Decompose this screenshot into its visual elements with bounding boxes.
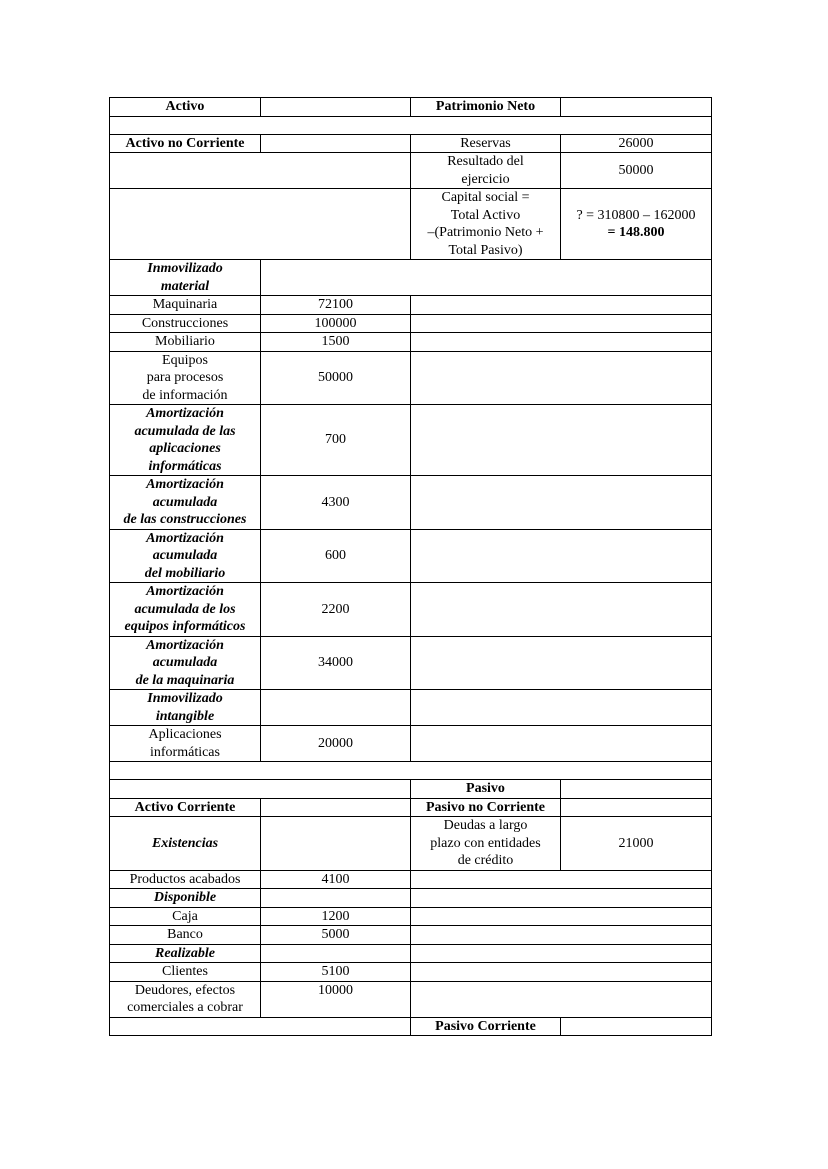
table-row xyxy=(110,296,712,315)
amort-construcciones-label: Amortización acumulada de las construcciones xyxy=(110,476,261,530)
resultado-value: 50000 xyxy=(561,153,712,189)
banco-value: 5000 xyxy=(261,926,411,945)
pasivo-header: Pasivo xyxy=(411,780,561,799)
activo-header: Activo xyxy=(110,98,261,117)
inmovilizado-intangible-heading: Inmovilizado intangible xyxy=(110,690,261,726)
spacer-row xyxy=(110,762,712,780)
table-row xyxy=(110,981,712,1017)
deudores-label: Deudores, efectos comerciales a cobrar xyxy=(110,981,261,1017)
productos-value: 4100 xyxy=(261,870,411,889)
reservas-row xyxy=(110,134,712,153)
construcciones-label: Construcciones xyxy=(110,314,261,333)
equipos-label: Equipos para procesos de información xyxy=(110,351,261,405)
maquinaria-value: 72100 xyxy=(261,296,411,315)
inmovilizado-intangible-row xyxy=(110,690,712,726)
equipos-value: 50000 xyxy=(261,351,411,405)
resultado-row xyxy=(110,153,712,189)
deudas-label: Deudas a largo plazo con entidades de crédito xyxy=(411,817,561,871)
pasivo-header-row xyxy=(110,780,712,799)
table-row xyxy=(110,636,712,690)
existencias-heading: Existencias xyxy=(110,817,261,871)
resultado-label: Resultado del ejercicio xyxy=(411,153,561,189)
table-row xyxy=(110,529,712,583)
reservas-value: 26000 xyxy=(561,134,712,153)
deudores-value: 10000 xyxy=(261,981,411,1017)
amort-aplicaciones-label: Amortización acumulada de las aplicaciones informáticas xyxy=(110,405,261,476)
amort-mobiliario-value: 600 xyxy=(261,529,411,583)
activo-no-corriente-label: Activo no Corriente xyxy=(110,134,261,153)
activo-corriente-label: Activo Corriente xyxy=(110,798,261,817)
aplicaciones-label: Aplicaciones informáticas xyxy=(110,726,261,762)
balance-sheet-table xyxy=(109,97,712,1036)
deudas-value: 21000 xyxy=(561,817,712,871)
inmovilizado-material-heading: Inmovilizado material xyxy=(110,260,261,296)
table-row xyxy=(110,405,712,476)
maquinaria-label: Maquinaria xyxy=(110,296,261,315)
table-row xyxy=(110,963,712,982)
existencias-row xyxy=(110,817,712,871)
amort-equipos-label: Amortización acumulada de los equipos informáticos xyxy=(110,583,261,637)
table-row xyxy=(110,333,712,352)
table-row xyxy=(110,944,712,963)
amort-maquinaria-label: Amortización acumulada de la maquinaria xyxy=(110,636,261,690)
caja-label: Caja xyxy=(110,907,261,926)
patrimonio-neto-header: Patrimonio Neto xyxy=(411,98,561,117)
amort-construcciones-value: 4300 xyxy=(261,476,411,530)
table-row xyxy=(110,907,712,926)
table-row xyxy=(110,870,712,889)
banco-label: Banco xyxy=(110,926,261,945)
table-row xyxy=(110,726,712,762)
amort-aplicaciones-value: 700 xyxy=(261,405,411,476)
reservas-label: Reservas xyxy=(411,134,561,153)
aplicaciones-value: 20000 xyxy=(261,726,411,762)
pasivo-corriente-label: Pasivo Corriente xyxy=(411,1017,561,1036)
inmovilizado-material-row xyxy=(110,260,712,296)
corriente-header-row xyxy=(110,798,712,817)
pasivo-corriente-row xyxy=(110,1017,712,1036)
spacer-row xyxy=(110,116,712,134)
capital-formula: ? = 310800 – 162000 = 148.800 xyxy=(561,189,712,260)
caja-value: 1200 xyxy=(261,907,411,926)
pasivo-no-corriente-label: Pasivo no Corriente xyxy=(411,798,561,817)
construcciones-value: 100000 xyxy=(261,314,411,333)
capital-row xyxy=(110,189,712,260)
amort-mobiliario-label: Amortización acumulada del mobiliario xyxy=(110,529,261,583)
disponible-heading: Disponible xyxy=(110,889,261,908)
amort-equipos-value: 2200 xyxy=(261,583,411,637)
realizable-heading: Realizable xyxy=(110,944,261,963)
table-row xyxy=(110,926,712,945)
clientes-label: Clientes xyxy=(110,963,261,982)
table-row xyxy=(110,583,712,637)
amort-maquinaria-value: 34000 xyxy=(261,636,411,690)
productos-label: Productos acabados xyxy=(110,870,261,889)
table-row xyxy=(110,889,712,908)
table-row xyxy=(110,351,712,405)
capital-label: Capital social = Total Activo –(Patrimonio Neto + Total Pasivo) xyxy=(411,189,561,260)
table-row xyxy=(110,476,712,530)
mobiliario-label: Mobiliario xyxy=(110,333,261,352)
clientes-value: 5100 xyxy=(261,963,411,982)
header-row xyxy=(110,98,712,117)
mobiliario-value: 1500 xyxy=(261,333,411,352)
table-row xyxy=(110,314,712,333)
